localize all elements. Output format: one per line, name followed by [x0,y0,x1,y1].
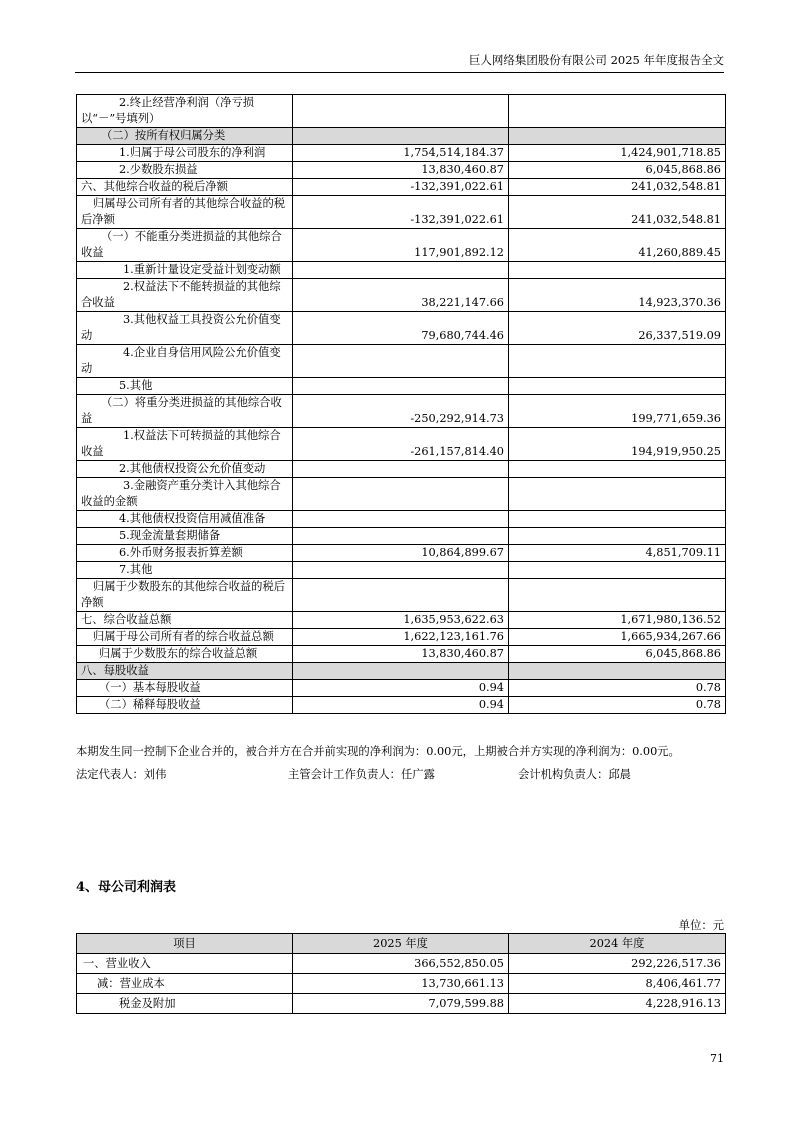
prior-period-value: 6,045,868.86 [509,162,726,179]
section-title: 4、母公司利润表 [76,880,177,895]
current-period-value: -261,157,814.40 [293,428,509,461]
prior-period-value [509,579,726,612]
current-period-value: 117,901,892.12 [293,229,509,262]
current-period-value [293,511,509,528]
accounting-dept-head: 会计机构负责人：邱晨 [518,768,631,781]
prior-period-value: 0.78 [509,680,726,697]
income-statement-table [76,94,726,714]
prior-period-value [509,478,726,511]
prior-period-value: 14,923,370.36 [509,279,726,312]
prior-period-value: 199,771,659.36 [509,395,726,428]
parent-income-statement-table [76,933,726,1014]
table-row [77,279,726,312]
prior-period-value: 4,228,916.13 [509,994,726,1014]
prior-period-value: 41,260,889.45 [509,229,726,262]
row-label: 一、营业收入 [77,954,293,974]
prior-period-value: 241,032,548.81 [509,179,726,196]
table-row [77,974,726,994]
row-label: （二）稀释每股收益 [77,697,293,714]
table-row [77,378,726,395]
table-row [77,663,726,680]
unit-label: 单位：元 [678,919,724,932]
current-period-value: 13,830,460.87 [293,646,509,663]
accounting-head: 主管会计工作负责人：任广露 [288,768,435,781]
column-header: 项目 [77,934,293,954]
row-label: 2.权益法下不能转损益的其他综合收益 [77,279,293,312]
current-period-value [293,461,509,478]
table-row [77,95,726,128]
prior-period-value: 241,032,548.81 [509,196,726,229]
current-period-value: -132,391,022.61 [293,196,509,229]
current-period-value: 0.94 [293,697,509,714]
current-period-value [293,345,509,378]
prior-period-value: 194,919,950.25 [509,428,726,461]
table-row [77,162,726,179]
table-row [77,428,726,461]
row-label: 税金及附加 [77,994,293,1014]
current-period-value [293,262,509,279]
header-row [77,934,726,954]
table-row [77,312,726,345]
report-title: 巨人网络集团股份有限公司 2025 年年度报告全文 [468,53,724,67]
table-row [77,646,726,663]
row-label: 7.其他 [77,562,293,579]
prior-period-value: 1,665,934,267.66 [509,629,726,646]
current-period-value: 13,730,661.13 [293,974,509,994]
row-label: （一）基本每股收益 [77,680,293,697]
table-row [77,145,726,162]
table-row [77,395,726,428]
prior-period-value [509,262,726,279]
table-row [77,680,726,697]
table-row [77,612,726,629]
prior-period-value: 4,851,709.11 [509,545,726,562]
table-row [77,697,726,714]
current-period-value: 79,680,744.46 [293,312,509,345]
income-statement-body [77,95,726,714]
row-label: 减：营业成本 [77,974,293,994]
page-number: 71 [710,1052,724,1065]
row-label: 2.其他债权投资公允价值变动 [77,461,293,478]
current-period-value: 38,221,147.66 [293,279,509,312]
prior-period-value [509,128,726,145]
row-label: 2.少数股东损益 [77,162,293,179]
current-period-value: 10,864,899.67 [293,545,509,562]
current-period-value [293,663,509,680]
table-row [77,128,726,145]
table-row [77,179,726,196]
current-period-value: 13,830,460.87 [293,162,509,179]
row-label: 2.终止经营净利润（净亏损以“－”号填列） [77,95,293,128]
column-header: 2024 年度 [509,934,726,954]
current-period-value: -132,391,022.61 [293,179,509,196]
table-row [77,629,726,646]
table-row [77,579,726,612]
table-row [77,545,726,562]
parent-income-statement-body [77,934,726,1014]
current-period-value: 7,079,599.88 [293,994,509,1014]
prior-period-value: 0.78 [509,697,726,714]
current-period-value: 1,622,123,161.76 [293,629,509,646]
table-row [77,196,726,229]
row-label: （二）按所有权归属分类 [77,128,293,145]
prior-period-value [509,345,726,378]
row-label: 七、综合收益总额 [77,612,293,629]
current-period-value: 1,754,514,184.37 [293,145,509,162]
prior-period-value: 6,045,868.86 [509,646,726,663]
table-row [77,478,726,511]
row-label: 八、每股收益 [77,663,293,680]
prior-period-value [509,95,726,128]
row-label: 1.权益法下可转损益的其他综合收益 [77,428,293,461]
table-row [77,562,726,579]
column-header: 2025 年度 [293,934,509,954]
current-period-value [293,128,509,145]
current-period-value: 366,552,850.05 [293,954,509,974]
row-label: （一）不能重分类进损益的其他综合收益 [77,229,293,262]
table-row [77,229,726,262]
row-label: 六、其他综合收益的税后净额 [77,179,293,196]
table-row [77,461,726,478]
current-period-value: 0.94 [293,680,509,697]
prior-period-value [509,511,726,528]
current-period-value [293,378,509,395]
row-label: 3.其他权益工具投资公允价值变动 [77,312,293,345]
row-label: 5.现金流量套期储备 [77,528,293,545]
current-period-value [293,478,509,511]
prior-period-value: 26,337,519.09 [509,312,726,345]
row-label: 6.外币财务报表折算差额 [77,545,293,562]
row-label: 归属于母公司所有者的综合收益总额 [77,629,293,646]
report-header [75,52,724,73]
row-label: 4.企业自身信用风险公允价值变动 [77,345,293,378]
table-row [77,954,726,974]
prior-period-value: 1,671,980,136.52 [509,612,726,629]
current-period-value [293,528,509,545]
prior-period-value: 8,406,461.77 [509,974,726,994]
current-period-value: -250,292,914.73 [293,395,509,428]
prior-period-value [509,663,726,680]
table-row [77,994,726,1014]
row-label: 归属于少数股东的综合收益总额 [77,646,293,663]
prior-period-value: 1,424,901,718.85 [509,145,726,162]
prior-period-value: 292,226,517.36 [509,954,726,974]
table-row [77,528,726,545]
legal-representative: 法定代表人：刘伟 [76,768,167,781]
row-label: 5.其他 [77,378,293,395]
table-row [77,511,726,528]
prior-period-value [509,528,726,545]
row-label: 归属母公司所有者的其他综合收益的税后净额 [77,196,293,229]
row-label: 1.重新计量设定受益计划变动额 [77,262,293,279]
row-label: 4.其他债权投资信用减值准备 [77,511,293,528]
prior-period-value [509,378,726,395]
current-period-value: 1,635,953,622.63 [293,612,509,629]
row-label: 1.归属于母公司股东的净利润 [77,145,293,162]
merger-note: 本期发生同一控制下企业合并的，被合并方在合并前实现的净利润为：0.00元，上期被合并方实现的净利润为：0.00元。 [76,745,680,758]
row-label: 归属于少数股东的其他综合收益的税后净额 [77,579,293,612]
row-label: （二）将重分类进损益的其他综合收益 [77,395,293,428]
current-period-value [293,95,509,128]
row-label: 3.金融资产重分类计入其他综合收益的金额 [77,478,293,511]
table-row [77,262,726,279]
current-period-value [293,562,509,579]
table-row [77,345,726,378]
prior-period-value [509,461,726,478]
prior-period-value [509,562,726,579]
current-period-value [293,579,509,612]
